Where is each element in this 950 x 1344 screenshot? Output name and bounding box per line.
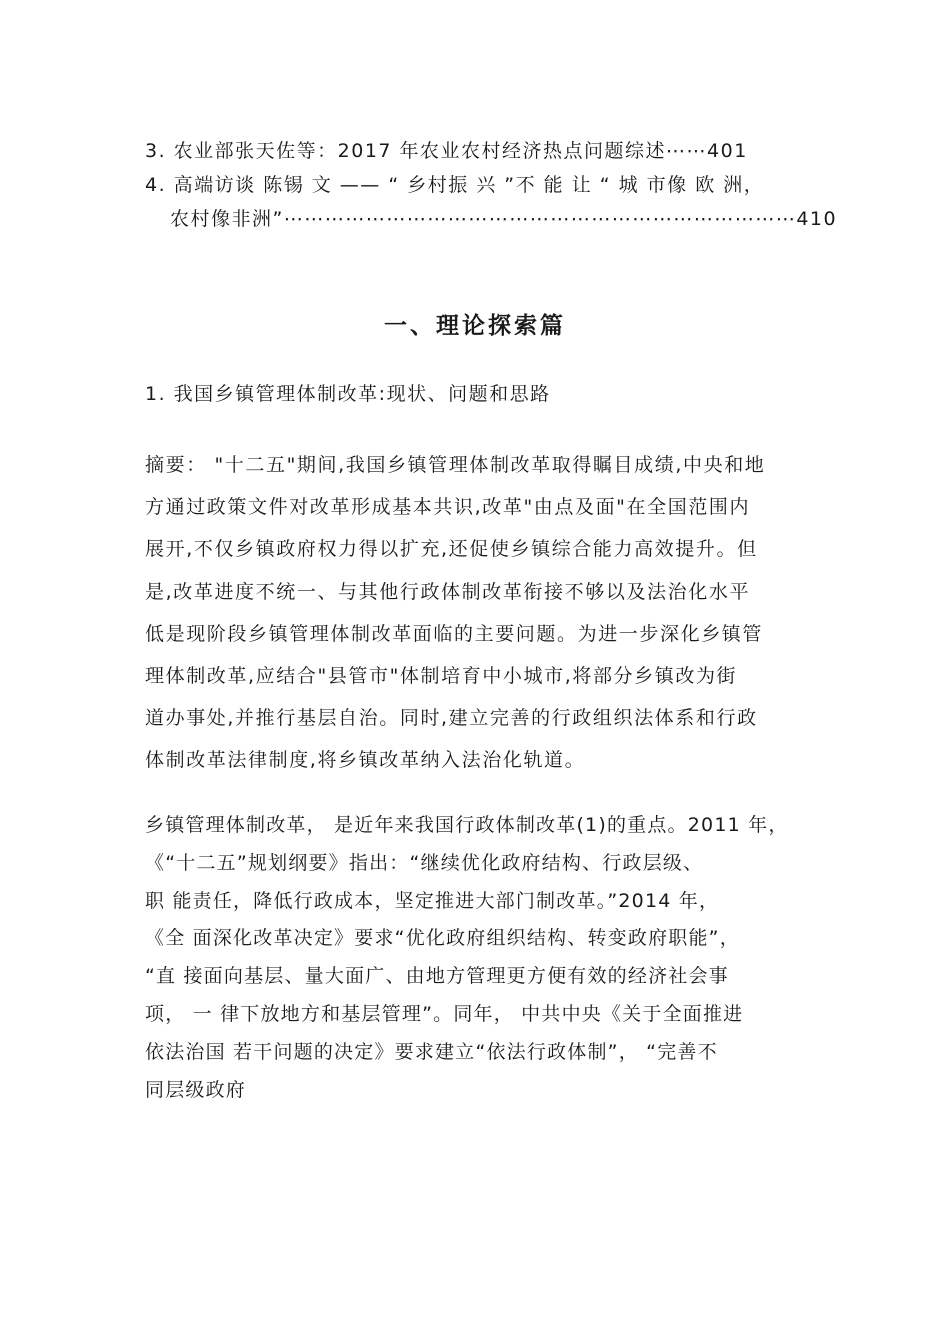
article-abstract — [145, 444, 810, 782]
article-title: 1. 我国乡镇管理体制改革:现状、问题和思路 — [145, 383, 551, 405]
abstract-line: 展开,不仅乡镇政府权力得以扩充,还促使乡镇综合能力高效提升。但 — [145, 538, 758, 561]
body-line: 职 能责任，降低行政成本，坚定推进大部门制改革。”2014 年， — [145, 889, 720, 912]
body-line: 依法治国 若干问题的决定》要求建立“依法行政体制”， “完善不 — [145, 1040, 718, 1063]
abstract-line: 道办事处,并推行基层自治。同时,建立完善的行政组织法体系和行政 — [145, 707, 758, 730]
table-of-contents — [145, 134, 838, 236]
article-body — [145, 807, 810, 1109]
abstract-line: 摘要： "十二五"期间,我国乡镇管理体制改革取得瞩目成绩,中央和地 — [145, 454, 766, 476]
toc-entry-4[interactable]: 4. 高端访谈 陈锡 文 —— “ 乡村振 兴 ”不 能 让 “ 城 市像 欧 洲， — [145, 174, 765, 196]
toc-entry-3[interactable]: 3. 农业部张天佐等：2017 年农业农村经济热点问题综述⋯⋯401 — [145, 140, 748, 162]
abstract-line: 理体制改革,应结合"县管市"体制培育中小城市,将部分乡镇改为街 — [145, 664, 738, 687]
abstract-line: 方通过政策文件对改革形成基本共识,改革"由点及面"在全国范围内 — [145, 496, 751, 519]
body-line: 《全 面深化改革决定》要求“优化政府组织结构、转变政府职能”， — [145, 927, 740, 950]
body-line: 项， 一 律下放地方和基层管理”。同年， 中共中央《关于全面推进 — [145, 1002, 744, 1025]
body-line: 同层级政府 — [145, 1078, 247, 1101]
abstract-line: 体制改革法律制度,将乡镇改革纳入法治化轨道。 — [145, 749, 586, 772]
body-line: 乡镇管理体制改革， 是近年来我国行政体制改革(1)的重点。2011 年， — [145, 814, 789, 836]
body-line: “直 接面向基层、量大面广、由地方管理更方便有效的经济社会事 — [145, 965, 729, 988]
abstract-line: 低是现阶段乡镇管理体制改革面临的主要问题。为进一步深化乡镇管 — [145, 622, 764, 645]
toc-entry-4-continued[interactable]: 农村像非洲”⋯⋯⋯⋯⋯⋯⋯⋯⋯⋯⋯⋯⋯⋯⋯⋯⋯⋯⋯⋯⋯⋯⋯⋯⋯410 — [170, 208, 838, 230]
section-title: 一、理论探索篇 — [384, 313, 566, 339]
body-line: 《“十二五”规划纲要》指出：“继续优化政府结构、行政层级、 — [145, 851, 704, 874]
abstract-line: 是,改革进度不统一、与其他行政体制改革衔接不够以及法治化水平 — [145, 580, 751, 603]
